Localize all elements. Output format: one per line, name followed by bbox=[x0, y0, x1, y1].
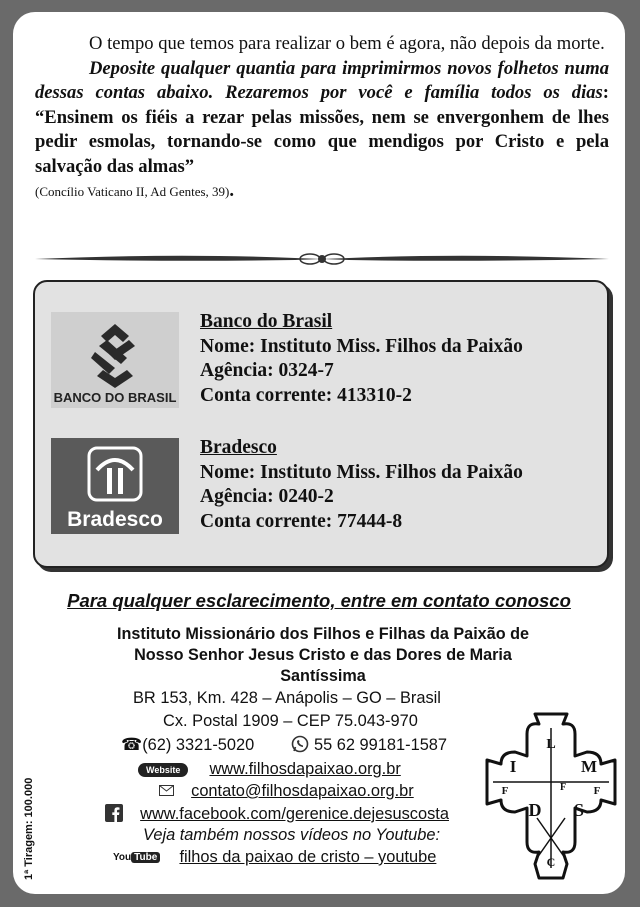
account-number: Conta corrente: 77444-8 bbox=[200, 510, 403, 532]
congregation-cross-emblem bbox=[479, 708, 623, 884]
ornament-divider bbox=[35, 249, 609, 269]
phone-icon: ☎ bbox=[121, 735, 143, 754]
svg-text:F: F bbox=[501, 785, 509, 797]
svg-text:S: S bbox=[573, 800, 585, 820]
donation-request: Deposite qualquer quantia para imprimirmos novos folhetos numa dessas contas abaixo. Rezaremos por você e família todos os dias bbox=[35, 57, 609, 103]
banco-do-brasil-logo bbox=[51, 312, 179, 408]
citation: (Concílio Vaticano II, Ad Gentes, 39) bbox=[35, 184, 230, 199]
svg-text:L: L bbox=[546, 737, 556, 752]
agency-number: Agência: 0324-7 bbox=[200, 360, 334, 381]
svg-text:Bradesco: Bradesco bbox=[67, 508, 163, 531]
svg-text:M: M bbox=[580, 757, 598, 776]
account-number: Conta corrente: 413310-2 bbox=[200, 384, 412, 406]
facebook-line bbox=[105, 804, 449, 824]
email-link[interactable]: contato@filhosdapaixao.org.br bbox=[191, 782, 414, 800]
youtube-link[interactable]: filhos da paixao de cristo – youtube bbox=[179, 848, 437, 866]
svg-text:C: C bbox=[546, 855, 556, 869]
whatsapp-icon bbox=[291, 735, 309, 753]
bank-accounts-panel bbox=[33, 280, 609, 568]
svg-text:BANCO DO BRASIL: BANCO DO BRASIL bbox=[53, 390, 177, 405]
appeal-text: O tempo que temos para realizar o bem é agora, não depois da morte. Deposite qualquer quantia para imprimirmos novos folhetos numa dessas contas abaixo. Rezaremos por você e família todos os dias: “Ensinem os fiéis a rezar pelas missões, nem se envergonhem de lhes pedir esmolas, tornando-se como que mendigos por Cristo e pela salvação das almas” (Concílio Vaticano II, Ad Gentes, 39). bbox=[35, 33, 609, 201]
banco-do-brasil-symbol-icon bbox=[51, 312, 179, 408]
opening-sentence: O tempo que temos para realizar o bem é agora, não depois da morte. bbox=[89, 33, 605, 54]
bank-name: Banco do Brasil bbox=[200, 311, 333, 332]
account-holder: Nome: Instituto Miss. Filhos da Paixão bbox=[200, 461, 523, 483]
svg-text:F: F bbox=[593, 785, 601, 797]
website-badge: Website bbox=[138, 763, 188, 777]
landline-number[interactable]: (62) 3321-5020 bbox=[142, 736, 255, 754]
account-holder: Nome: Instituto Miss. Filhos da Paixão bbox=[200, 335, 523, 357]
bradesco-logo bbox=[51, 438, 179, 534]
youtube-icon: You Tube bbox=[113, 852, 160, 863]
svg-text:F: F bbox=[559, 782, 567, 793]
flyer-card bbox=[13, 12, 625, 894]
print-run: 1ª Tiragem: 100.000 bbox=[23, 777, 35, 880]
facebook-link[interactable]: www.facebook.com/gerenice.dejesuscosta bbox=[140, 805, 449, 823]
email-line bbox=[159, 782, 414, 801]
address-line-2: Cx. Postal 1909 – CEP 75.043-970 bbox=[163, 712, 418, 730]
address-line-1: BR 153, Km. 428 – Anápolis – GO – Brasil bbox=[133, 689, 441, 707]
bank-name: Bradesco bbox=[200, 437, 277, 458]
facebook-icon bbox=[105, 804, 123, 822]
svg-text:D: D bbox=[528, 800, 542, 820]
youtube-line bbox=[113, 848, 436, 867]
bank-info-banco-do-brasil bbox=[200, 310, 523, 408]
website-link[interactable]: www.filhosdapaixao.org.br bbox=[209, 760, 401, 778]
institute-name: Instituto Missionário dos Filhos e Filhas da Paixão de Nosso Senhor Jesus Cristo e das Dores de Maria Santíssima bbox=[117, 625, 529, 685]
website-line bbox=[138, 760, 401, 779]
whatsapp-number[interactable]: 55 62 99181-1587 bbox=[313, 736, 448, 754]
contact-heading: Para qualquer esclarecimento, entre em contato conosco bbox=[67, 590, 571, 611]
agency-number: Agência: 0240-2 bbox=[200, 486, 334, 507]
vatican-quote: “Ensinem os fiéis a rezar pelas missões, nem se envergonhem de lhes pedir esmolas, tornando-se como que mendigos por Cristo e pela salvação das almas” bbox=[35, 106, 609, 177]
phone-line bbox=[121, 735, 447, 755]
mail-icon bbox=[159, 785, 174, 796]
bank-info-bradesco bbox=[200, 436, 523, 534]
svg-text:I: I bbox=[509, 757, 517, 776]
youtube-intro: Veja também nossos vídeos no Youtube: bbox=[143, 826, 441, 844]
bradesco-tree-icon bbox=[51, 438, 179, 534]
